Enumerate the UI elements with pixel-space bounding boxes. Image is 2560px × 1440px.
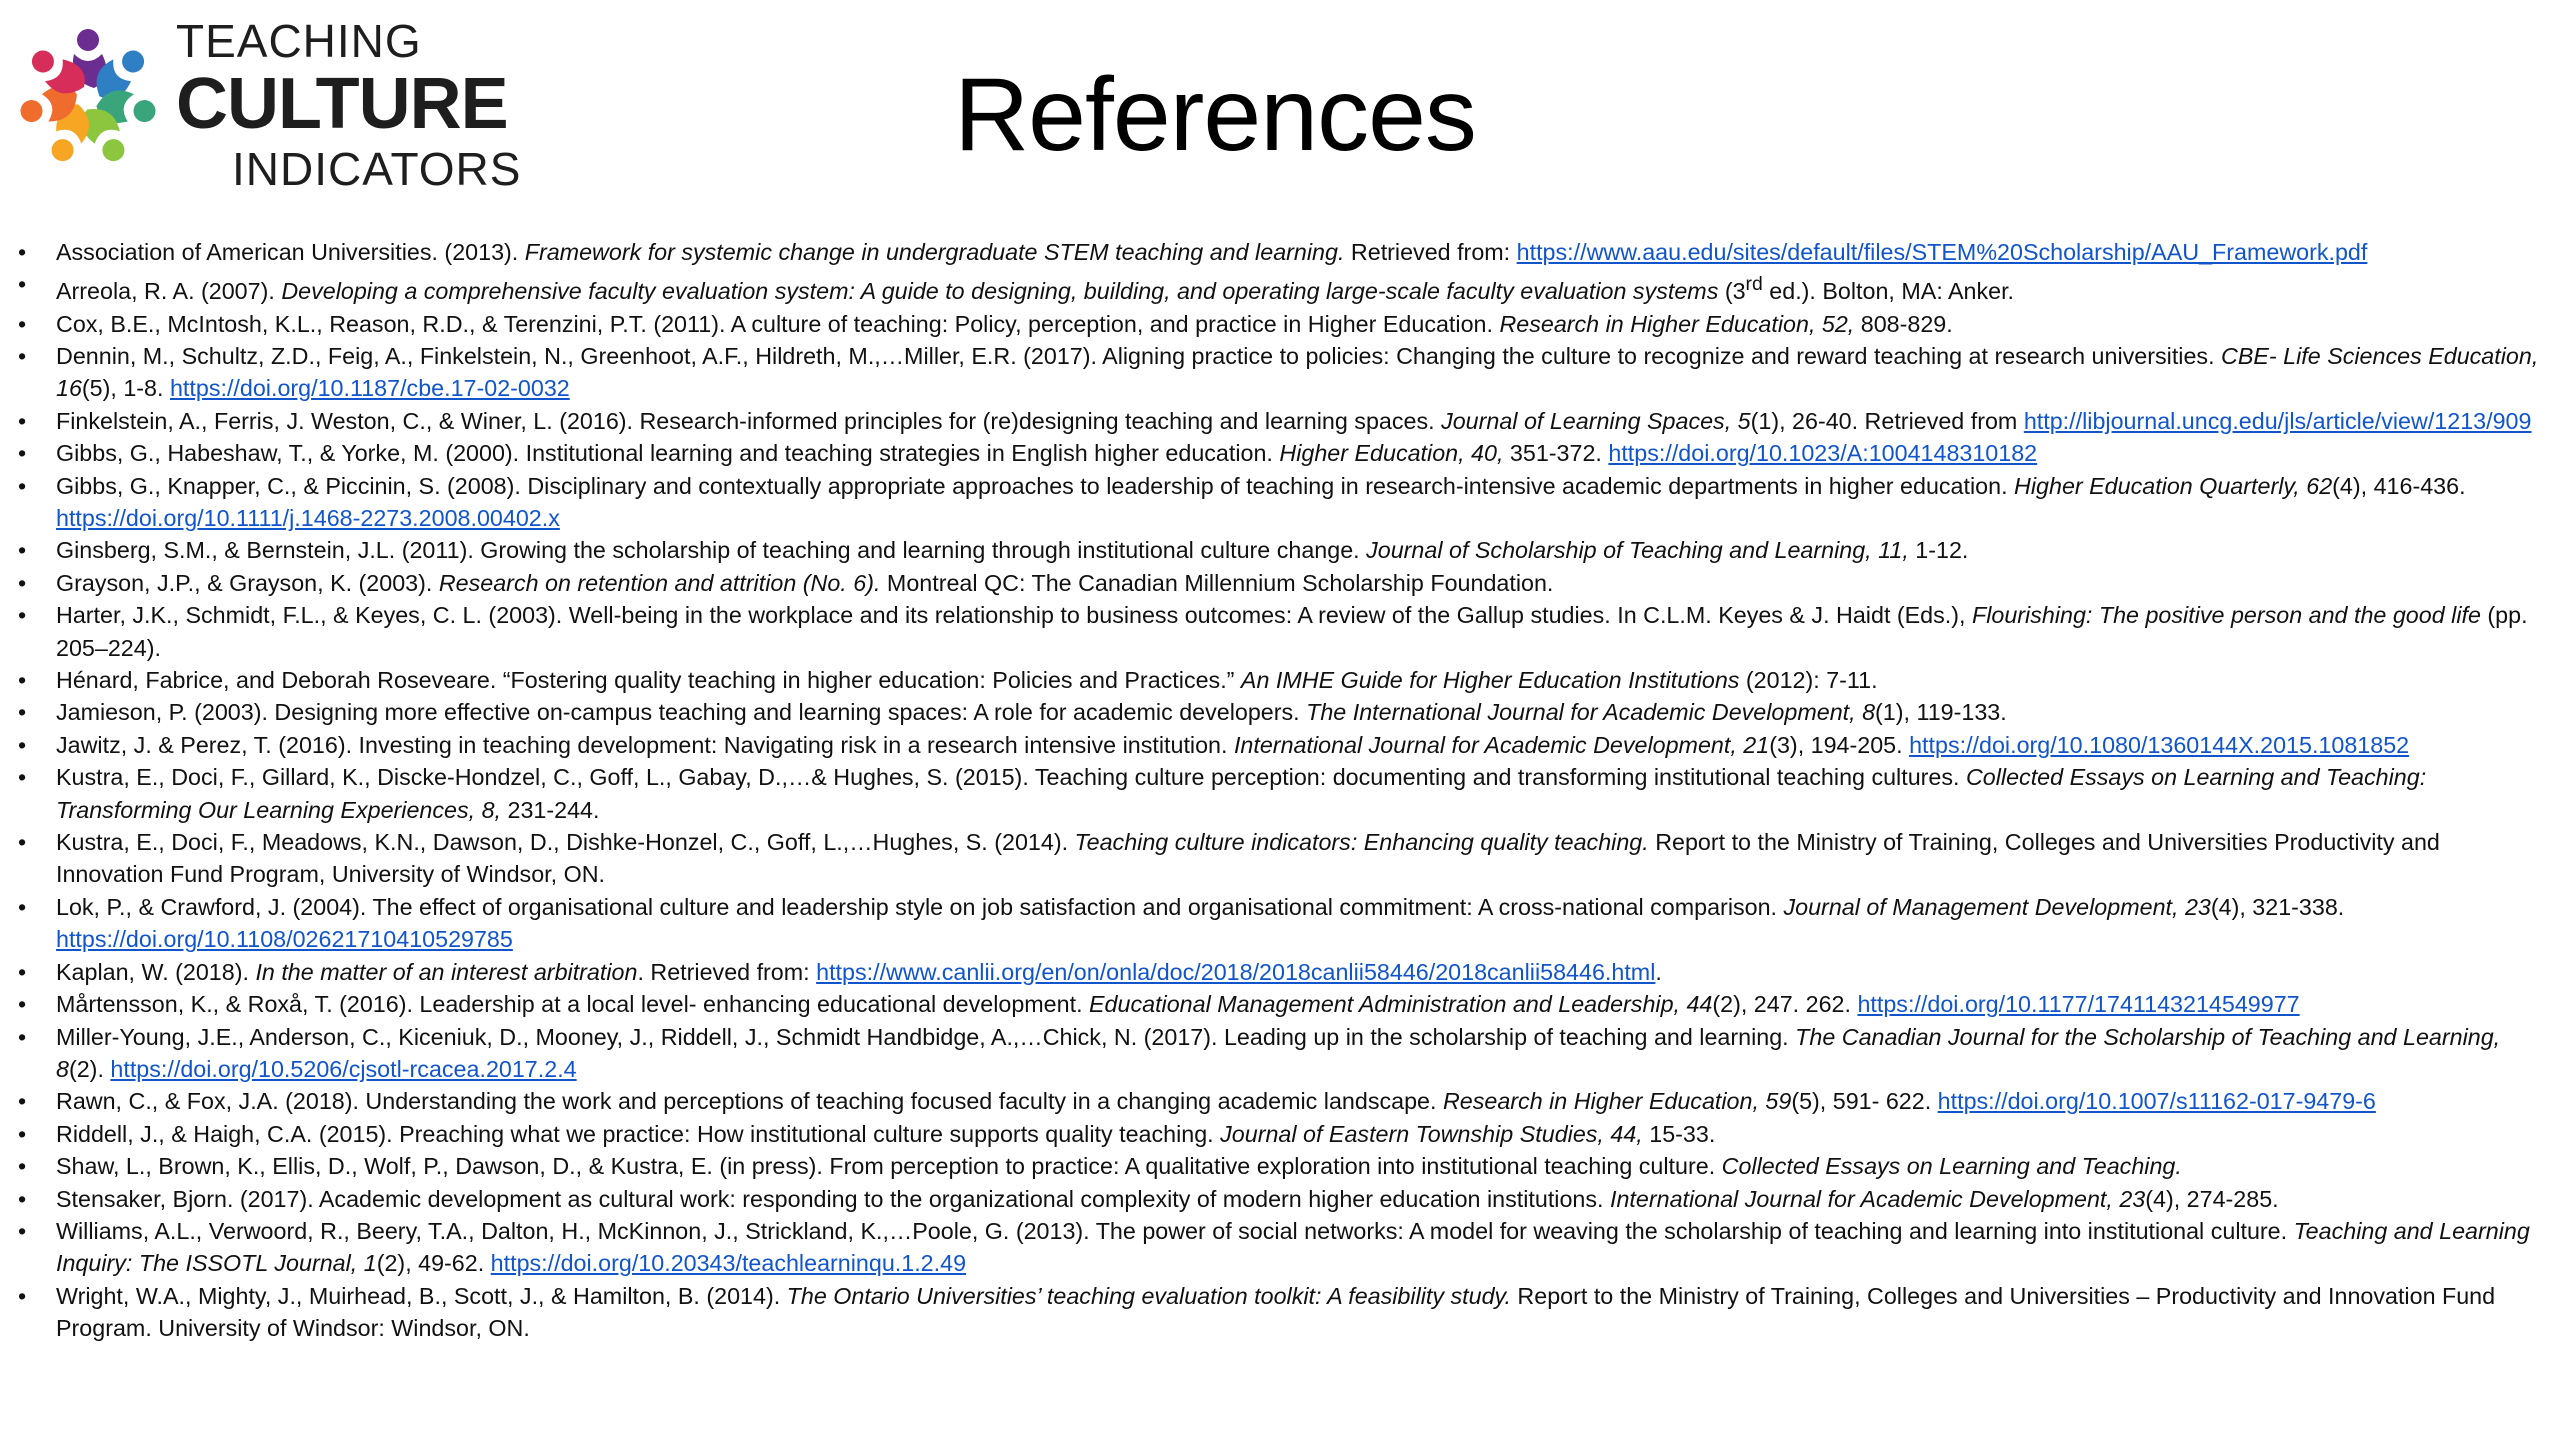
reference-item — [18, 268, 2548, 307]
reference-link[interactable]: https://doi.org/10.1007/s11162-017-9479-6 — [1937, 1088, 2376, 1115]
reference-text: Grayson, J.P., & Grayson, K. (2003). — [56, 569, 439, 596]
reference-item — [18, 437, 2548, 469]
reference-text: Kaplan, W. (2018). — [56, 958, 256, 985]
reference-item — [18, 1118, 2548, 1150]
reference-item — [18, 664, 2548, 696]
reference-source-title: The Canadian Journal for the Scholarship of Teaching and Learning, 8 — [56, 1023, 2501, 1082]
reference-text: Harter, J.K., Schmidt, F.L., & Keyes, C. L. (2003). Well-being in the workplace and its relationship to business outcomes: A review of the Gallup studies. In C.L.M. Keyes & J. Haidt (Eds.), — [56, 602, 1972, 629]
reference-source-title: Research in Higher Education, 59 — [1442, 1088, 1792, 1115]
reference-item — [18, 761, 2548, 826]
reference-source-title: Collected Essays on Learning and Teaching: Transforming Our Learning Experiences, 8, — [56, 764, 2427, 823]
reference-source-title: The International Journal for Academic Development, 8 — [1306, 699, 1876, 726]
logo-line-culture: CULTURE — [176, 64, 508, 144]
reference-text: Wright, W.A., Mighty, J., Muirhead, B., Scott, J., & Hamilton, B. (2014). — [56, 1282, 787, 1309]
reference-link[interactable]: https://doi.org/10.1111/j.1468-2273.2008.00402.x — [56, 505, 560, 532]
reference-link[interactable]: https://doi.org/10.5206/cjsotl-rcacea.2017.2.4 — [110, 1055, 577, 1082]
reference-source-title: Research in Higher Education, 52, — [1499, 310, 1855, 337]
reference-item — [18, 308, 2548, 340]
reference-item — [18, 599, 2548, 664]
reference-item — [18, 891, 2548, 956]
reference-source-title: Journal of Eastern Township Studies, 44, — [1220, 1120, 1643, 1147]
reference-source-title: Framework for systemic change in undergraduate STEM teaching and learning. — [524, 239, 1345, 265]
reference-source-title: International Journal for Academic Development, 21 — [1233, 731, 1770, 758]
reference-source-title: An IMHE Guide for Higher Education Institutions — [1240, 667, 1740, 694]
reference-text: . — [1655, 958, 1662, 985]
reference-text: (3 — [1718, 278, 1746, 305]
reference-source-title: Collected Essays on Learning and Teaching. — [1721, 1153, 2182, 1180]
reference-text: Association of American Universities. (2013). — [56, 239, 525, 265]
reference-item — [18, 988, 2548, 1020]
reference-source-title: Journal of Management Development, 23 — [1783, 893, 2211, 920]
logo-line-indicators: INDICATORS — [232, 143, 522, 195]
reference-item — [18, 567, 2548, 599]
reference-link[interactable]: https://doi.org/10.1177/1741143214549977 — [1857, 991, 2300, 1018]
reference-text: Miller-Young, J.E., Anderson, C., Kiceniuk, D., Mooney, J., Riddell, J., Schmidt Handbidge, A.,…Chick, N. (2017). Leading up in the scholarship of teaching and learning. — [56, 1023, 1796, 1050]
reference-link[interactable]: https://doi.org/10.1108/02621710410529785 — [56, 926, 513, 953]
reference-superscript: rd — [1745, 273, 1763, 296]
reference-item — [18, 1085, 2548, 1117]
reference-text: 1-12. — [1908, 537, 1969, 564]
reference-source-title: CBE- Life Sciences Education, 16 — [56, 342, 2539, 402]
reference-item — [18, 1183, 2548, 1215]
reference-item — [18, 956, 2548, 988]
reference-text: Jawitz, J. & Perez, T. (2016). Investing in teaching development: Navigating risk in a research intensive institution. — [56, 731, 1234, 758]
reference-source-title: Teaching culture indicators: Enhancing quality teaching. — [1074, 829, 1649, 856]
reference-link[interactable]: https://doi.org/10.1187/cbe.17-02-0032 — [169, 375, 570, 402]
reference-link[interactable]: http://libjournal.uncg.edu/jls/article/view/1213/909 — [2023, 407, 2532, 434]
reference-link[interactable]: https://doi.org/10.20343/teachlearninqu.1.2.49 — [490, 1250, 967, 1277]
reference-text: (2), 49-62. — [376, 1250, 491, 1277]
reference-text: Finkelstein, A., Ferris, J. Weston, C., & Winer, L. (2016). Research-informed principles for (re)designing teaching and learning spaces. — [56, 407, 1442, 434]
reference-item — [18, 1280, 2548, 1345]
reference-text: Dennin, M., Schultz, Z.D., Feig, A., Finkelstein, N., Greenhoot, A.F., Hildreth, M.,…Miller, E.R. (2017). Aligning practice to policies: Changing the culture to recognize and reward teaching at research universities. — [56, 342, 2222, 369]
reference-text: Report to the Ministry of Training, Colleges and Universities Productivity and Innovation Fund Program, University of Windsor, ON. — [56, 829, 2440, 888]
reference-text: Williams, A.L., Verwoord, R., Beery, T.A., Dalton, H., McKinnon, J., Strickland, K.,…Poole, G. (2013). The power of social networks: A model for weaving the scholarship of teaching and learning into institutional culture. — [56, 1217, 2294, 1244]
reference-text: 231-244. — [501, 796, 600, 823]
reference-text: 15-33. — [1642, 1120, 1716, 1147]
logo-wordmark — [176, 15, 522, 195]
reference-item — [18, 1215, 2548, 1280]
reference-source-title: Educational Management Administration and Leadership, 44 — [1089, 991, 1713, 1018]
reference-link[interactable]: https://www.canlii.org/en/on/onla/doc/2018/2018canlii58446/2018canlii58446.html — [816, 958, 1656, 985]
reference-text: 351-372. — [1503, 440, 1609, 467]
reference-text: Riddell, J., & Haigh, C.A. (2015). Preaching what we practice: How institutional culture supports quality teaching. — [56, 1120, 1221, 1147]
reference-text: Stensaker, Bjorn. (2017). Academic development as cultural work: responding to the organizational complexity of modern higher education institutions. — [56, 1185, 1610, 1212]
reference-source-title: The Ontario Universities’ teaching evaluation toolkit: A feasibility study. — [786, 1282, 1511, 1309]
reference-item — [18, 696, 2548, 728]
reference-text: Gibbs, G., Habeshaw, T., & Yorke, M. (2000). Institutional learning and teaching strategies in English higher education. — [56, 440, 1280, 467]
reference-item — [18, 236, 2548, 268]
reference-link[interactable]: https://doi.org/10.1023/A:1004148310182 — [1608, 440, 2038, 467]
reference-text: (2), 247. 262. — [1712, 991, 1858, 1018]
reference-text: (4), 321-338. — [2210, 893, 2345, 920]
reference-source-title: Flourishing: The positive person and the good life — [1971, 602, 2481, 629]
reference-text: (1), 26-40. Retrieved from — [1750, 407, 2024, 434]
reference-text: Retrieved from: — [1344, 239, 1517, 265]
reference-text: Report to the Ministry of Training, Colleges and Universities – Productivity and Innovation Fund Program. University of Windsor: Windsor, ON. — [56, 1282, 2496, 1342]
logo-line-teaching: TEACHING — [176, 15, 422, 67]
teaching-culture-indicators-logo — [6, 10, 522, 195]
reference-item — [18, 729, 2548, 761]
reference-text: (5), 1-8. — [81, 375, 170, 402]
reference-text: Lok, P., & Crawford, J. (2004). The effect of organisational culture and leadership style on job satisfaction and organisational commitment: A cross-national comparison. — [56, 893, 1784, 920]
reference-text: Mårtensson, K., & Roxå, T. (2016). Leadership at a local level- enhancing educational development. — [56, 991, 1090, 1018]
reference-text: Jamieson, P. (2003). Designing more effective on-campus teaching and learning spaces: A role for academic developers. — [56, 699, 1307, 726]
reference-text: Shaw, L., Brown, K., Ellis, D., Wolf, P., Dawson, D., & Kustra, E. (in press). From perception to practice: A qualitative exploration into institutional teaching culture. — [56, 1153, 1722, 1180]
reference-item — [18, 470, 2548, 535]
reference-item — [18, 340, 2548, 405]
page-title: References — [954, 57, 1476, 173]
reference-source-title: Higher Education Quarterly, 62 — [2014, 472, 2333, 499]
people-circle-logo-icon — [6, 10, 171, 180]
reference-text: Ginsberg, S.M., & Bernstein, J.L. (2011). Growing the scholarship of teaching and learning through institutional culture change. — [56, 537, 1367, 564]
reference-text: Montreal QC: The Canadian Millennium Scholarship Foundation. — [880, 569, 1554, 596]
reference-text: (4), 416-436. — [2332, 472, 2466, 499]
reference-source-title: Journal of Learning Spaces, 5 — [1441, 407, 1751, 434]
reference-source-title: In the matter of an interest arbitration — [255, 958, 638, 985]
reference-link[interactable]: https://www.aau.edu/sites/default/files/STEM%20Scholarship/AAU_Framework.pdf — [1516, 239, 2368, 265]
reference-source-title: Higher Education, 40, — [1279, 440, 1504, 467]
reference-text: (5), 591- 622. — [1791, 1088, 1938, 1115]
reference-text: (3), 194-205. — [1769, 731, 1910, 758]
reference-source-title: International Journal for Academic Development, 23 — [1610, 1185, 2146, 1212]
reference-text: (1), 119-133. — [1875, 699, 2007, 726]
reference-text: (2). — [68, 1055, 111, 1082]
reference-source-title: Developing a comprehensive faculty evaluation system: A guide to designing, building, and operating large-scale faculty evaluation systems — [281, 278, 1719, 305]
reference-text: Cox, B.E., McIntosh, K.L., Reason, R.D., & Terenzini, P.T. (2011). A culture of teaching: Policy, perception, and practice in Higher Education. — [56, 310, 1500, 337]
reference-item — [18, 826, 2548, 891]
reference-list — [18, 236, 2548, 1345]
reference-item — [18, 405, 2548, 437]
reference-source-title: Journal of Scholarship of Teaching and Learning, 11, — [1366, 537, 1909, 564]
reference-item — [18, 534, 2548, 566]
reference-source-title: Teaching and Learning Inquiry: The ISSOTL Journal, 1 — [56, 1217, 2530, 1277]
reference-text: 808-829. — [1854, 310, 1953, 337]
reference-text: . Retrieved from: — [637, 958, 817, 985]
reference-text: (2012): 7-11. — [1739, 667, 1878, 694]
reference-item — [18, 1150, 2548, 1182]
reference-item — [18, 1021, 2548, 1086]
reference-text: (4), 274-285. — [2145, 1185, 2279, 1212]
reference-text: Gibbs, G., Knapper, C., & Piccinin, S. (2008). Disciplinary and contextually appropriate approaches to leadership of teaching in research-intensive academic departments in higher education. — [56, 472, 2015, 499]
reference-text: Rawn, C., & Fox, J.A. (2018). Understanding the work and perceptions of teaching focused faculty in a changing academic landscape. — [56, 1088, 1443, 1115]
reference-text: Arreola, R. A. (2007). — [56, 278, 282, 305]
reference-text: Hénard, Fabrice, and Deborah Roseveare. “Fostering quality teaching in higher education: Policies and Practices.” — [56, 667, 1241, 694]
reference-text: ed.). Bolton, MA: Anker. — [1762, 278, 2015, 305]
reference-link[interactable]: https://doi.org/10.1080/1360144X.2015.1081852 — [1909, 731, 2410, 758]
reference-text: (pp. 205–224). — [56, 602, 2528, 661]
reference-text: Kustra, E., Doci, F., Meadows, K.N., Dawson, D., Dishke-Honzel, C., Goff, L.,…Hughes, S. (2014). — [56, 829, 1075, 856]
reference-source-title: Research on retention and attrition (No. 6). — [438, 569, 881, 596]
reference-text: Kustra, E., Doci, F., Gillard, K., Discke-Hondzel, C., Goff, L., Gabay, D.,…& Hughes, S. (2015). Teaching culture perception: documenting and transforming institutional teaching cultures. — [56, 764, 1966, 791]
